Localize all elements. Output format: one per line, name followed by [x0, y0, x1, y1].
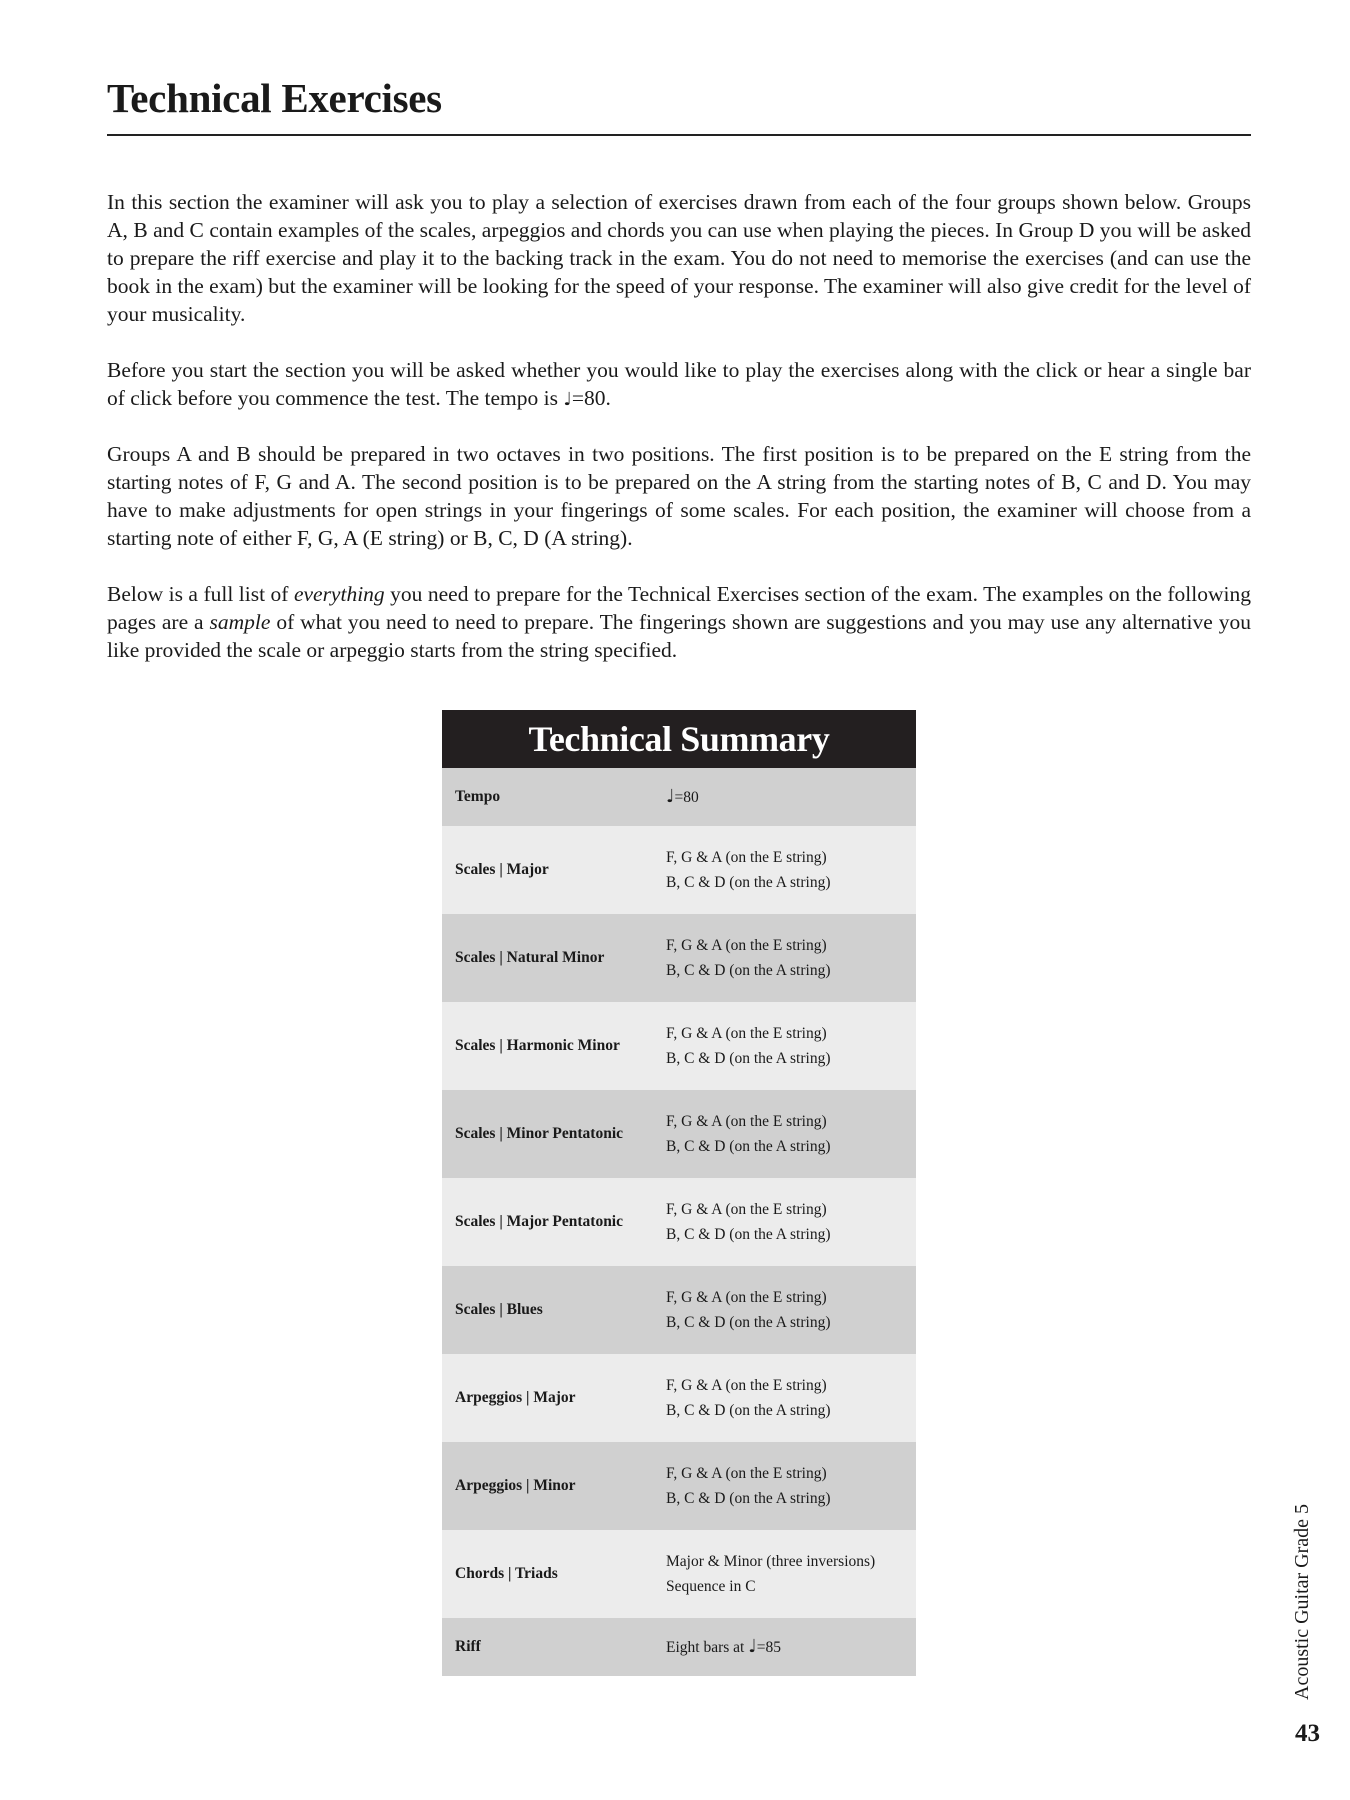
value-line-1: F, G & A (on the E string) [666, 1289, 827, 1306]
summary-row [442, 914, 916, 1002]
tempo-paragraph-text: Before you start the section you will be asked whether you would like to play the exercises along with the click or hear a single bar of click before you commence the test. The tempo is [107, 358, 1251, 410]
summary-row-riff [442, 1618, 916, 1676]
quarter-note-icon: ♩ [666, 786, 675, 807]
positions-paragraph: Groups A and B should be prepared in two octaves in two positions. The first position is to be prepared on the E string from the starting notes of F, G and A. The second position is to be prepared on the A string from the starting notes of B, C and D. You may have to make adjustments for open strings in your fingerings of some scales. For each position, the examiner will choose from a starting note of either F, G, A (E string) or B, C, D (A string). [107, 442, 1251, 550]
value-line-2: B, C & D (on the A string) [666, 1226, 831, 1243]
summary-row-tempo [442, 768, 916, 826]
tempo-paragraph [107, 356, 1251, 414]
list-paragraph-text-a: Below is a full list of [107, 582, 294, 606]
summary-value [666, 784, 699, 810]
list-paragraph-emphasis-2: sample [209, 610, 271, 634]
value-line-1: F, G & A (on the E string) [666, 1201, 827, 1218]
riff-tempo-value: =85 [756, 1639, 781, 1656]
value-line-2: B, C & D (on the A string) [666, 1314, 831, 1331]
summary-row [442, 1178, 916, 1266]
summary-label: Scales | Major Pentatonic [455, 1213, 623, 1230]
tempo-paragraph-value: =80. [571, 386, 611, 410]
summary-value [666, 845, 830, 895]
list-paragraph [107, 580, 1251, 664]
value-line-1: F, G & A (on the E string) [666, 1025, 827, 1042]
list-paragraph-emphasis-1: everything [293, 582, 385, 606]
value-line-2: B, C & D (on the A string) [666, 1402, 831, 1419]
page-number: 43 [1295, 1720, 1320, 1747]
summary-value [666, 933, 830, 983]
riff-text: Eight bars at [666, 1639, 749, 1656]
quarter-note-icon: ♩ [563, 389, 572, 410]
summary-value [666, 1021, 830, 1071]
value-line-2: B, C & D (on the A string) [666, 1490, 831, 1507]
value-line-1: F, G & A (on the E string) [666, 1113, 827, 1130]
summary-value [666, 1109, 830, 1159]
summary-label: Tempo [455, 788, 501, 805]
summary-row [442, 1442, 916, 1530]
value-line-1: F, G & A (on the E string) [666, 1465, 827, 1482]
value-line-2: B, C & D (on the A string) [666, 962, 831, 979]
summary-label: Arpeggios | Major [455, 1389, 576, 1406]
title-divider [107, 134, 1251, 136]
value-line-2: B, C & D (on the A string) [666, 874, 831, 891]
summary-row [442, 1090, 916, 1178]
value-line-2: Sequence in C [666, 1578, 756, 1595]
summary-label: Riff [455, 1638, 481, 1655]
summary-value [666, 1285, 830, 1335]
summary-label: Scales | Harmonic Minor [455, 1037, 620, 1054]
page-title: Technical Exercises [107, 75, 442, 121]
summary-label: Scales | Blues [455, 1301, 543, 1318]
list-paragraph-text-c: of what you need to need to prepare. The fingerings shown are suggestions and you may use any alternative you like provided the scale or arpeggio starts from the string specified. [107, 610, 1251, 662]
tempo-value: =80 [674, 789, 699, 806]
value-line-1: F, G & A (on the E string) [666, 937, 827, 954]
value-line-1: F, G & A (on the E string) [666, 1377, 827, 1394]
book-title-side-label: Acoustic Guitar Grade 5 [1291, 1503, 1313, 1700]
summary-label: Scales | Minor Pentatonic [455, 1125, 624, 1142]
summary-value [666, 1461, 830, 1511]
summary-value [666, 1549, 875, 1599]
value-line-1: Major & Minor (three inversions) [666, 1553, 876, 1570]
summary-row [442, 1530, 916, 1618]
summary-value [666, 1373, 830, 1423]
summary-row [442, 826, 916, 914]
intro-paragraph: In this section the examiner will ask you to play a selection of exercises drawn from each of the four groups shown below. Groups A, B and C contain examples of the scales, arpeggios and chords you can use when playing the pieces. In Group D you will be asked to prepare the riff exercise and play it to the backing track in the exam. You do not need to memorise the exercises (and can use the book in the exam) but the examiner will be looking for the speed of your response. The examiner will also give credit for the level of your musicality. [107, 190, 1251, 326]
summary-value [666, 1197, 830, 1247]
value-line-2: B, C & D (on the A string) [666, 1138, 831, 1155]
value-line-1: F, G & A (on the E string) [666, 849, 827, 866]
list-paragraph-text-b: you need to prepare for the Technical Exercises section of the exam. The examples on the following pages are a [107, 582, 1251, 634]
summary-value [666, 1634, 781, 1660]
summary-row [442, 1266, 916, 1354]
summary-label: Arpeggios | Minor [455, 1477, 576, 1494]
summary-label: Scales | Major [455, 861, 549, 878]
quarter-note-icon: ♩ [748, 1636, 757, 1657]
summary-label: Scales | Natural Minor [455, 949, 605, 966]
technical-summary-table [442, 710, 916, 1676]
summary-title: Technical Summary [442, 710, 916, 768]
summary-row [442, 1002, 916, 1090]
summary-row [442, 1354, 916, 1442]
summary-label: Chords | Triads [455, 1565, 558, 1582]
value-line-2: B, C & D (on the A string) [666, 1050, 831, 1067]
